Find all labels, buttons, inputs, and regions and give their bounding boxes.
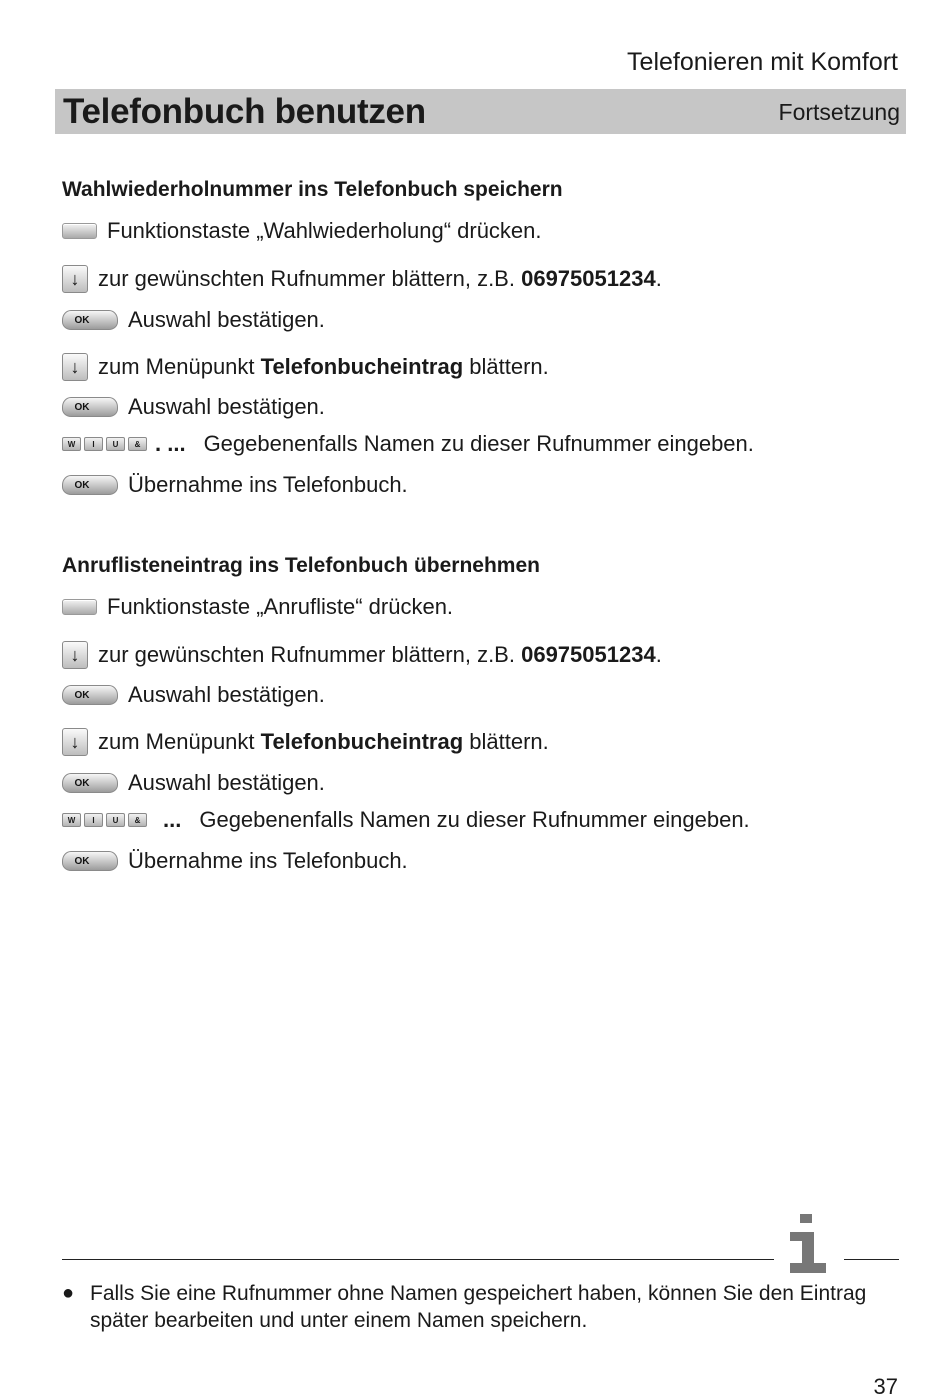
letter-keys-icon: W I U & (62, 813, 147, 827)
section-heading: Anruflisteneintrag ins Telefonbuch übernehmen (62, 554, 540, 577)
step-row: ↓ zur gewünschten Rufnummer blättern, z.B. 06975051234. (62, 637, 662, 673)
step-row: ↓ zum Menüpunkt Telefonbucheintrag blättern. (62, 724, 549, 760)
arrow-down-key-icon: ↓ (62, 728, 88, 756)
step-row: OK Übernahme ins Telefonbuch. (62, 467, 408, 503)
page-number: 37 (873, 1374, 898, 1399)
step-row: W I U & . ... Gegebenenfalls Namen zu dieser Rufnummer eingeben. (62, 426, 754, 462)
step-row: OK Auswahl bestätigen. (62, 765, 325, 801)
divider-line (62, 1259, 774, 1260)
letter-keys-icon: W I U & (62, 437, 147, 451)
page-title: Telefonbuch benutzen (63, 92, 426, 131)
continuation-label: Fortsetzung (778, 99, 900, 125)
ok-key-icon: OK (62, 397, 118, 417)
example-number: 06975051234 (521, 642, 656, 667)
ok-key-icon: OK (62, 773, 118, 793)
running-header: Telefonieren mit Komfort (627, 48, 898, 76)
ok-key-icon: OK (62, 475, 118, 495)
section-heading: Wahlwiederholnummer ins Telefonbuch speichern (62, 178, 563, 201)
ok-key-icon: OK (62, 685, 118, 705)
menu-item-name: Telefonbucheintrag (260, 354, 464, 379)
arrow-down-key-icon: ↓ (62, 641, 88, 669)
step-row: OK Auswahl bestätigen. (62, 389, 325, 425)
step-row: Funktionstaste „Anrufliste“ drücken. (62, 589, 453, 625)
ok-key-icon: OK (62, 851, 118, 871)
step-row: Funktionstaste „Wahlwiederholung“ drücken. (62, 213, 542, 249)
ok-key-icon: OK (62, 310, 118, 330)
step-row: OK Übernahme ins Telefonbuch. (62, 843, 408, 879)
function-key-icon (62, 599, 97, 615)
step-row: ↓ zum Menüpunkt Telefonbucheintrag blättern. (62, 349, 549, 385)
example-number: 06975051234 (521, 266, 656, 291)
step-row: OK Auswahl bestätigen. (62, 302, 325, 338)
step-row: W I U & ... Gegebenenfalls Namen zu dieser Rufnummer eingeben. (62, 802, 750, 838)
divider-line (844, 1259, 899, 1260)
info-note: ● Falls Sie eine Rufnummer ohne Namen gespeichert haben, können Sie den Eintrag später bearbeiten und unter einem Namen speichern. (62, 1282, 867, 1332)
step-row: OK Auswahl bestätigen. (62, 677, 325, 713)
info-icon (788, 1212, 828, 1278)
arrow-down-key-icon: ↓ (62, 353, 88, 381)
title-bar (55, 89, 906, 134)
function-key-icon (62, 223, 97, 239)
arrow-down-key-icon: ↓ (62, 265, 88, 293)
bullet-icon: ● (62, 1282, 75, 1304)
step-row: ↓ zur gewünschten Rufnummer blättern, z.B. 06975051234. (62, 261, 662, 297)
menu-item-name: Telefonbucheintrag (260, 729, 464, 754)
